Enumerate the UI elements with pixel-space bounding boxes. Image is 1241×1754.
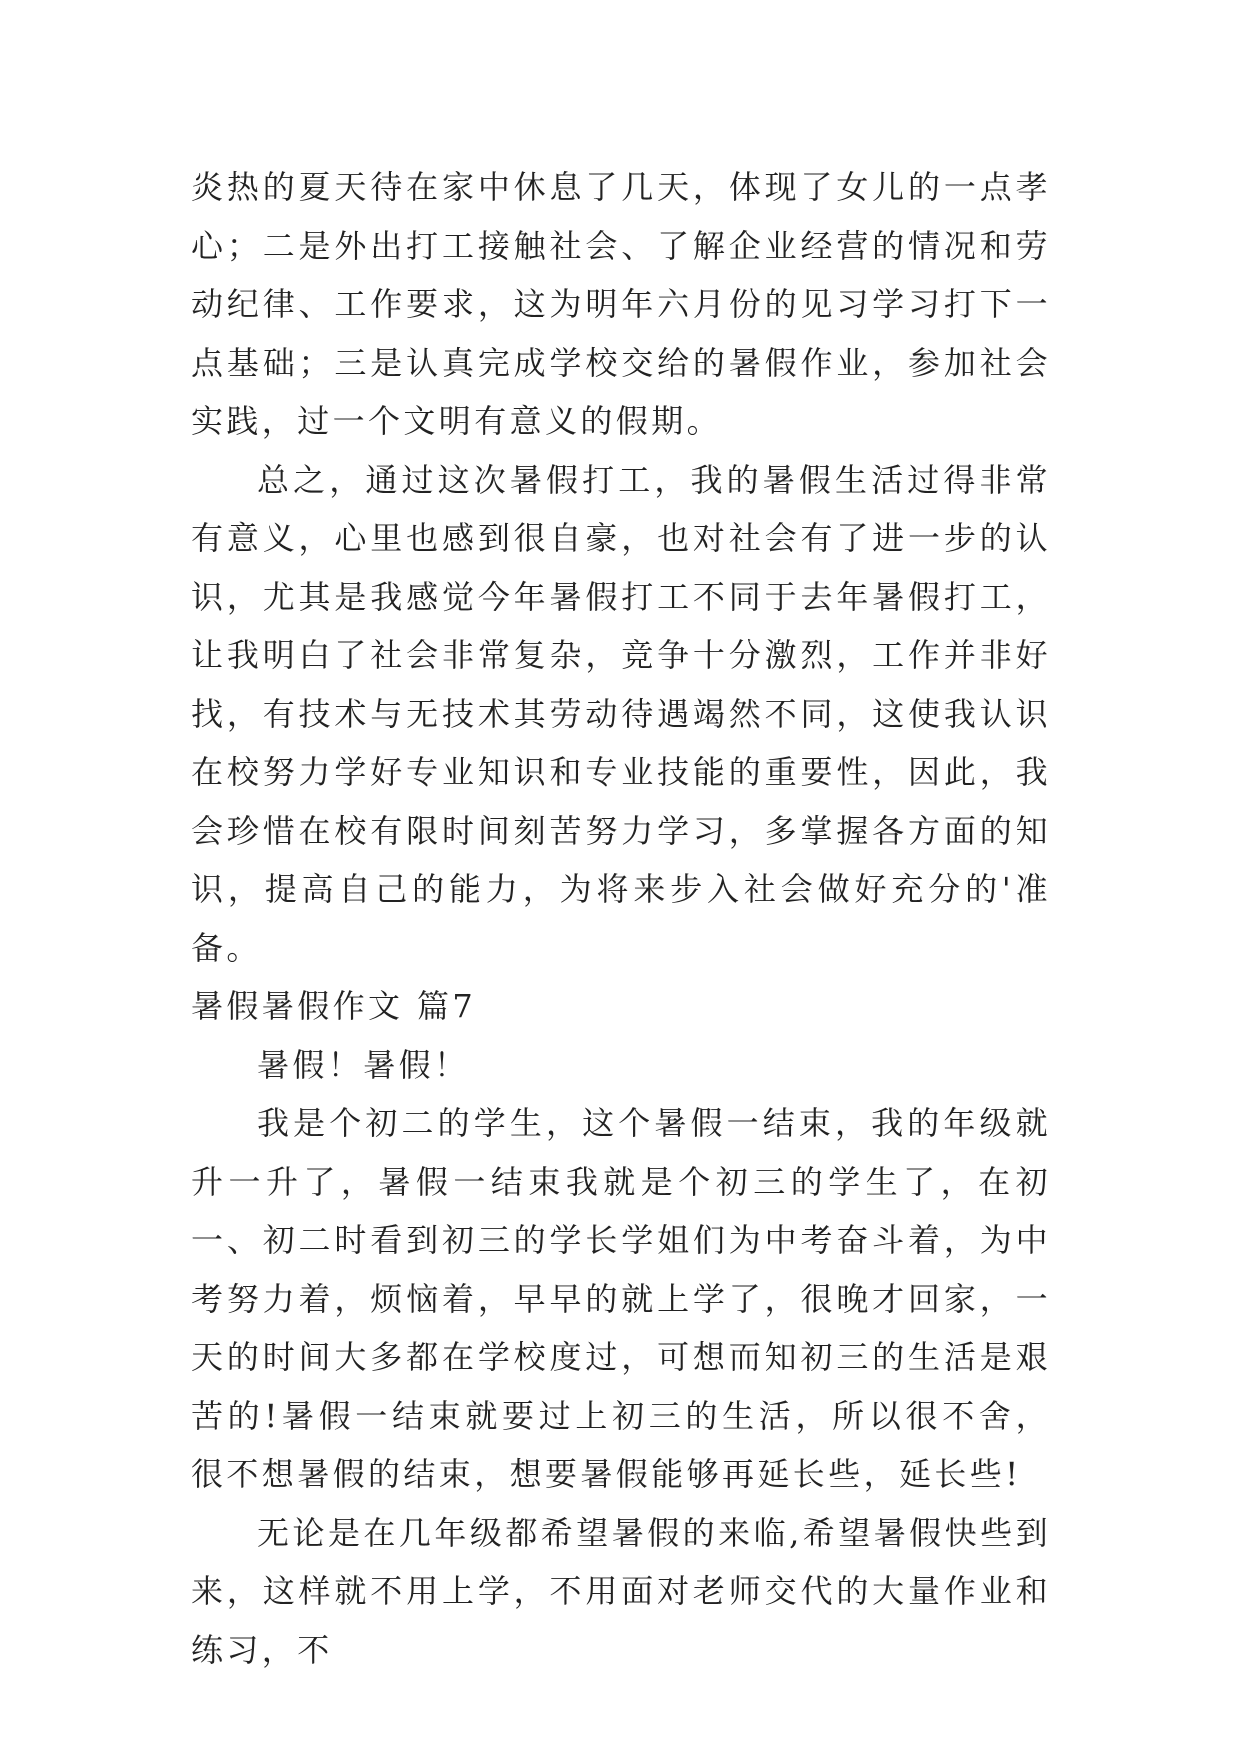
paragraph-wish: 无论是在几年级都希望暑假的来临,希望暑假快些到来，这样就不用上学，不用面对老师交代的大量作业和练习，不 [191,1513,1051,1669]
paragraph-student: 我是个初二的学生，这个暑假一结束，我的年级就升一升了，暑假一结束我就是个初三的学生了，在初一、初二时看到初三的学长学姐们为中考奋斗着，为中考努力着，烦恼着，早早的就上学了，很晚才回家，一天的时间大多都在学校度过，可想而知初三的生活是艰苦的!暑假一结束就要过上初三的生活，所以很不舍，很不想暑假的结束，想要暑假能够再延长些，延长些! [191,1104,1051,1493]
paragraph-continuation: 炎热的夏天待在家中休息了几天，体现了女儿的一点孝心；二是外出打工接触社会、了解企业经营的情况和劳动纪律、工作要求，这为明年六月份的见习学习打下一点基础；三是认真完成学校交给的暑假作业，参加社会实践，过一个文明有意义的假期。 [191,168,1051,440]
section-title: 暑假暑假作文 篇7 [191,987,477,1025]
document-body [191,158,1051,1679]
paragraph-summary: 总之，通过这次暑假打工，我的暑假生活过得非常有意义，心里也感到很自豪，也对社会有了进一步的认识，尤其是我感觉今年暑假打工不同于去年暑假打工，让我明白了社会非常复杂，竞争十分激烈，工作并非好找，有技术与无技术其劳动待遇竭然不同，这使我认识在校努力学好专业知识和专业技能的重要性，因此，我会珍惜在校有限时间刻苦努力学习，多掌握各方面的知识，提高自己的能力，为将来步入社会做好充分的'准备。 [191,460,1051,967]
paragraph-exclamation: 暑假！暑假！ [257,1045,470,1084]
